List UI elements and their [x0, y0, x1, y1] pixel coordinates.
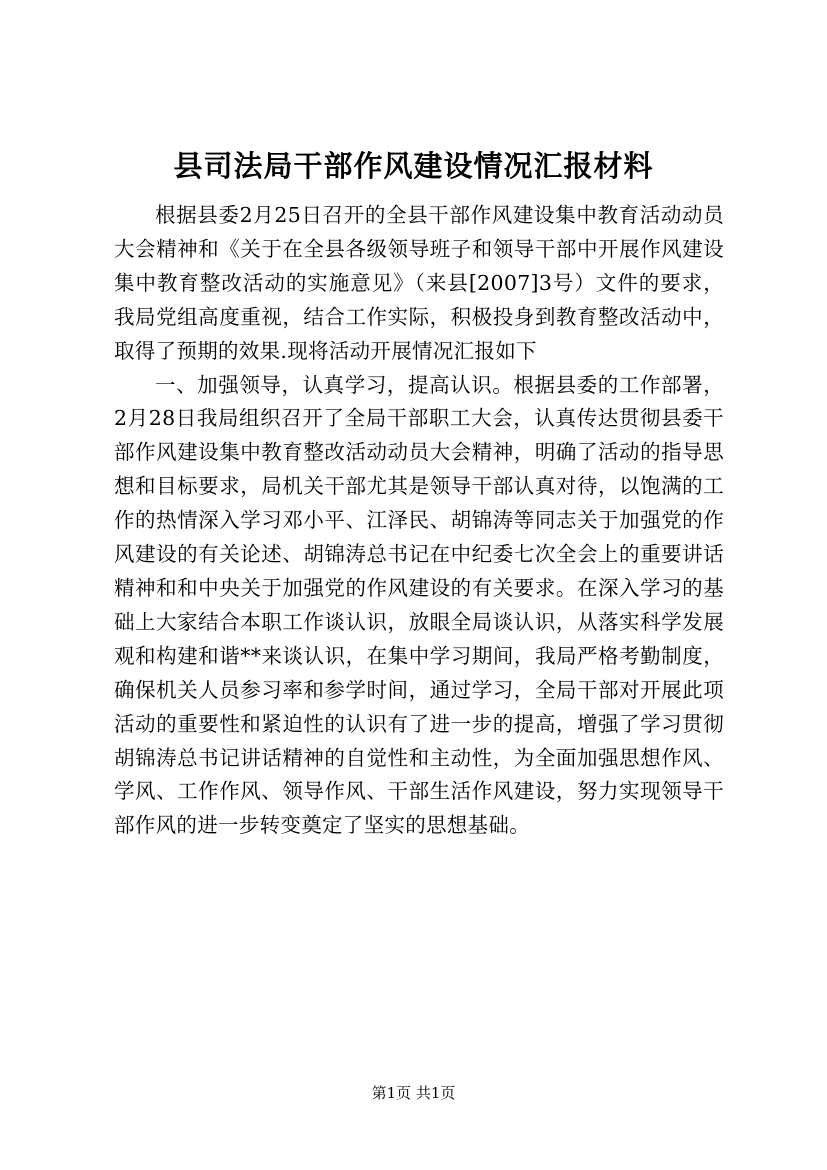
paragraph-section-one: 一、加强领导，认真学习，提高认识。根据县委的工作部署，2月28日我局组织召开了全局干部职工大会，认真传达贯彻县委干部作风建设集中教育整改活动动员大会精神，明确了活动的指导思想和目标要求，局机关干部尤其是领导干部认真对待，以饱满的工作的热情深入学习邓小平、江泽民、胡锦涛等同志关于加强党的作风建设的有关论述、胡锦涛总书记在中纪委七次全会上的重要讲话精神和和中央关于加强党的作风建设的有关要求。在深入学习的基础上大家结合本职工作谈认识，放眼全局谈认识，从落实科学发展观和构建和谐**来谈认识，在集中学习期间，我局严格考勤制度，确保机关人员参习率和参学时间，通过学习，全局干部对开展此项活动的重要性和紧迫性的认识有了进一步的提高，增强了学习贯彻胡锦涛总书记讲话精神的自觉性和主动性，为全面加强思想作风、学风、工作作风、领导作风、干部生活作风建设，努力实现领导干部作风的进一步转变奠定了坚实的思想基础。	[114, 372, 724, 838]
page-footer: 第1页 共1页	[371, 1084, 456, 1102]
paragraph-intro: 根据县委2月25日召开的全县干部作风建设集中教育活动动员大会精神和《关于在全县各级领导班子和领导干部中开展作风建设集中教育整改活动的实施意见》（来县[2007]3号）文件的要求，我局党组高度重视，结合工作实际，积极投身到教育整改活动中，取得了预期的效果.现将活动开展情况汇报如下	[114, 203, 724, 363]
document-title: 县司法局干部作风建设情况汇报材料	[173, 149, 654, 183]
document-body	[114, 199, 724, 843]
